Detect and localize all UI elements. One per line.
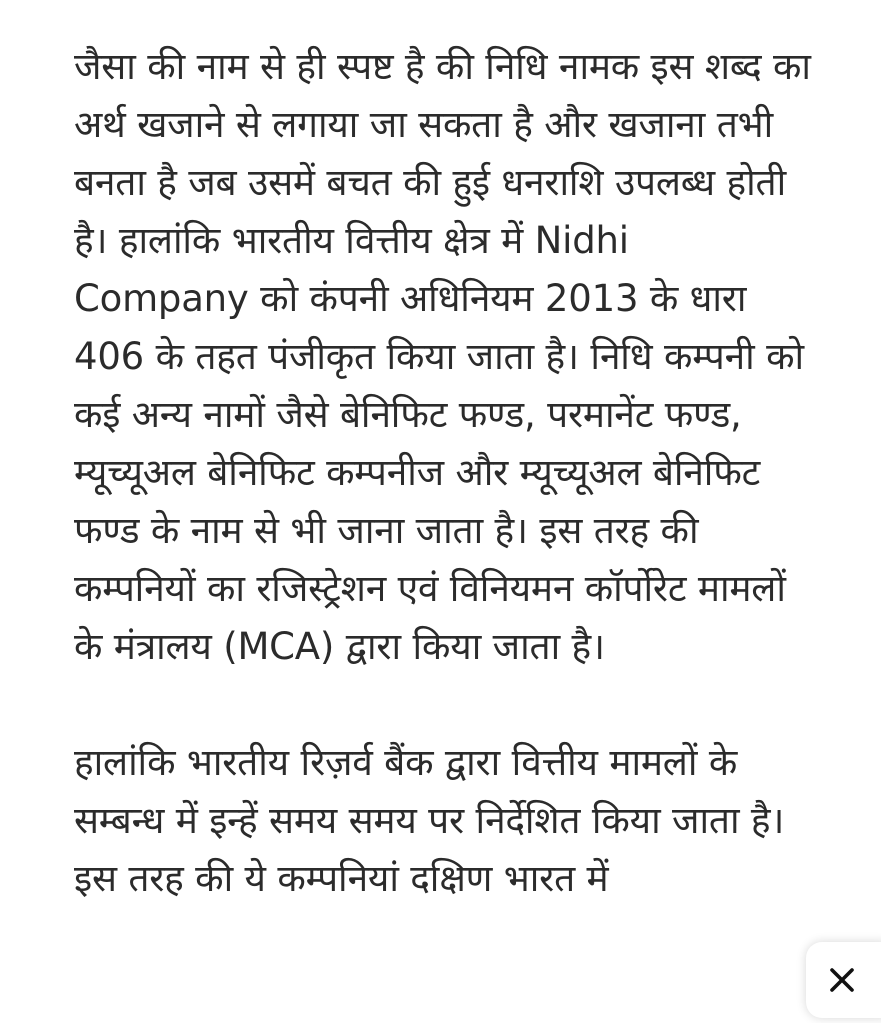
- article-paragraph-1: जैसा की नाम से ही स्पष्ट है की निधि नामक इस शब्द का अर्थ खजाने से लगाया जा सकता है और खजाना तभी बनता है जब उसमें बचत की हुई धनराशि उपलब्ध होती है। हालांकि भारतीय वित्तीय क्षेत्र में Nidhi Company को कंपनी अधिनियम 2013 के धारा 406 के तहत पंजीकृत किया जाता है। निधि कम्पनी को कई अन्य नामों जैसे बेनिफिट फण्ड, परमानेंट फण्ड, म्यूच्यूअल बेनिफिट कम्पनीज और म्यूच्यूअल बेनिफिट फण्ड के नाम से भी जाना जाता है। इस तरह की कम्पनियों का रजिस्ट्रेशन एवं विनियमन कॉर्पोरेट मामलों के मंत्रालय (MCA) द्वारा किया जाता है।: [74, 45, 811, 668]
- close-icon: [828, 966, 856, 994]
- article-paragraph-2: हालांकि भारतीय रिज़र्व बैंक द्वारा वित्तीय मामलों के सम्बन्ध में इन्हें समय समय पर निर्देशित किया जाता है। इस तरह की ये कम्पनियां दक्षिण भारत में: [74, 741, 785, 900]
- close-button[interactable]: [806, 942, 881, 1018]
- article-body: [74, 38, 814, 966]
